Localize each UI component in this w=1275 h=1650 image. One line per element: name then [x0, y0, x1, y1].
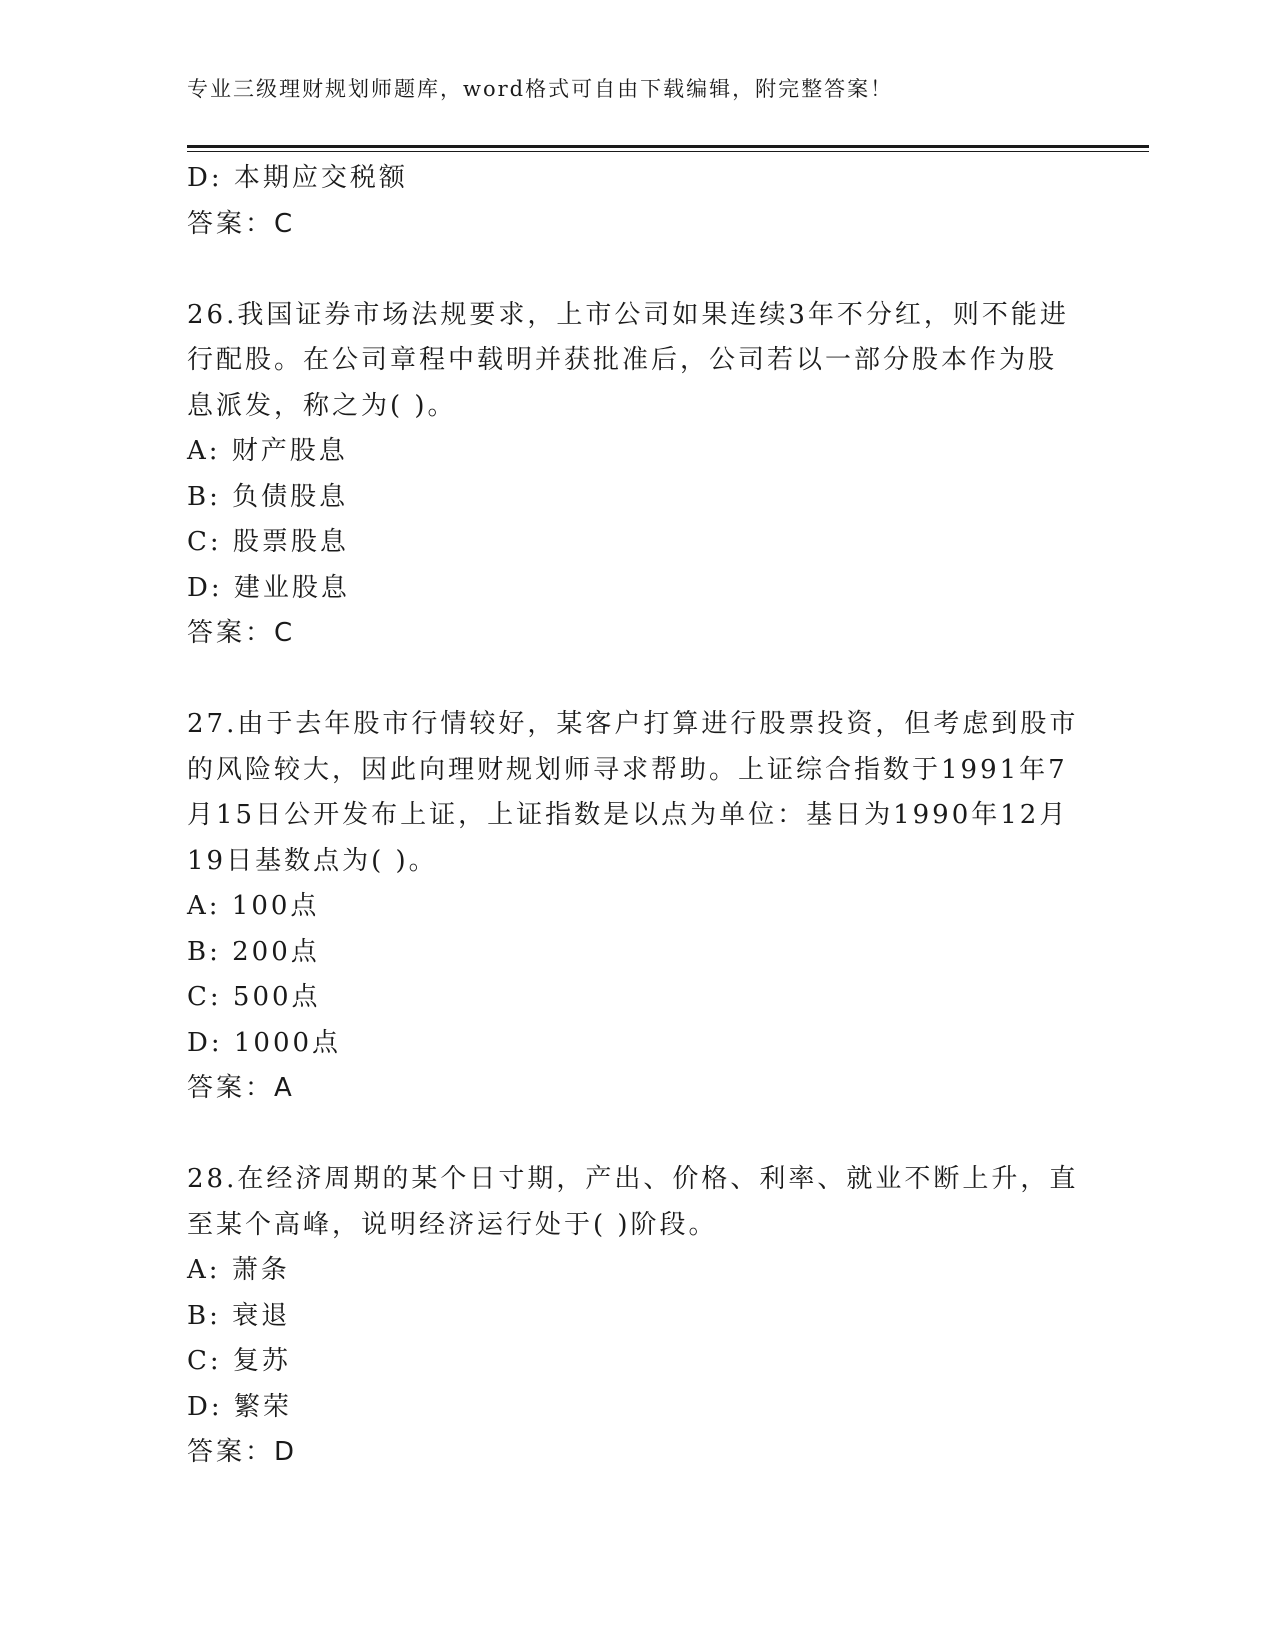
question-stem-line: 至某个高峰，说明经济运行处于( )阶段。 [187, 1209, 718, 1240]
option-a: A: 萧条 [187, 1255, 290, 1285]
question-stem-line: 的风险较大，因此向理财规划师寻求帮助。上证综合指数于1991年7 [187, 754, 1068, 785]
question-stem-line: 月15日公开发布上证，上证指数是以点为单位：基日为1990年12月 [187, 800, 1069, 830]
option-b: B: 衰退 [187, 1300, 291, 1331]
option-a: A: 100点 [187, 891, 320, 921]
spacer [187, 247, 1087, 293]
answer-line: 答案：A [187, 1073, 295, 1103]
option-c: C: 复苏 [187, 1346, 291, 1376]
spacer [187, 657, 1087, 703]
answer-line: 答案：C [187, 618, 296, 648]
question-28 [187, 1157, 1087, 1476]
option-c: C: 500点 [187, 982, 321, 1012]
question-27 [187, 702, 1087, 1112]
spacer [187, 1112, 1087, 1158]
option-d: D: 1000点 [187, 1027, 342, 1058]
page-header: 专业三级理财规划师题库，word格式可自由下载编辑，附完整答案！ [187, 77, 894, 101]
option-b: B: 负债股息 [187, 481, 349, 512]
option-d: D: 繁荣 [187, 1391, 292, 1422]
option-d: D: 本期应交税额 [187, 163, 408, 193]
question-stem-line: 28.在经济周期的某个日寸期，产出、价格、利率、就业不断上升，直 [187, 1164, 1079, 1194]
option-b: B: 200点 [187, 936, 320, 967]
option-c: C: 股票股息 [187, 527, 349, 557]
question-body [187, 156, 1087, 1476]
option-d: D: 建业股息 [187, 572, 350, 603]
question-stem-line: 19日基数点为( )。 [187, 845, 438, 876]
header-rule-thick [187, 145, 1149, 148]
answer-line: 答案：D [187, 1437, 298, 1467]
header-rule-thin [187, 151, 1149, 152]
question-stem-line: 息派发，称之为( )。 [187, 390, 457, 421]
option-a: A: 财产股息 [187, 436, 348, 466]
question-26 [187, 293, 1087, 657]
question-stem-line: 26.我国证券市场法规要求，上市公司如果连续3年不分红，则不能进 [187, 299, 1069, 330]
question-stem-line: 行配股。在公司章程中载明并获批准后，公司若以一部分股本作为股 [187, 345, 1058, 375]
question-stem-line: 27.由于去年股市行情较好，某客户打算进行股票投资，但考虑到股市 [187, 709, 1079, 739]
answer-line: 答案：C [187, 208, 296, 239]
